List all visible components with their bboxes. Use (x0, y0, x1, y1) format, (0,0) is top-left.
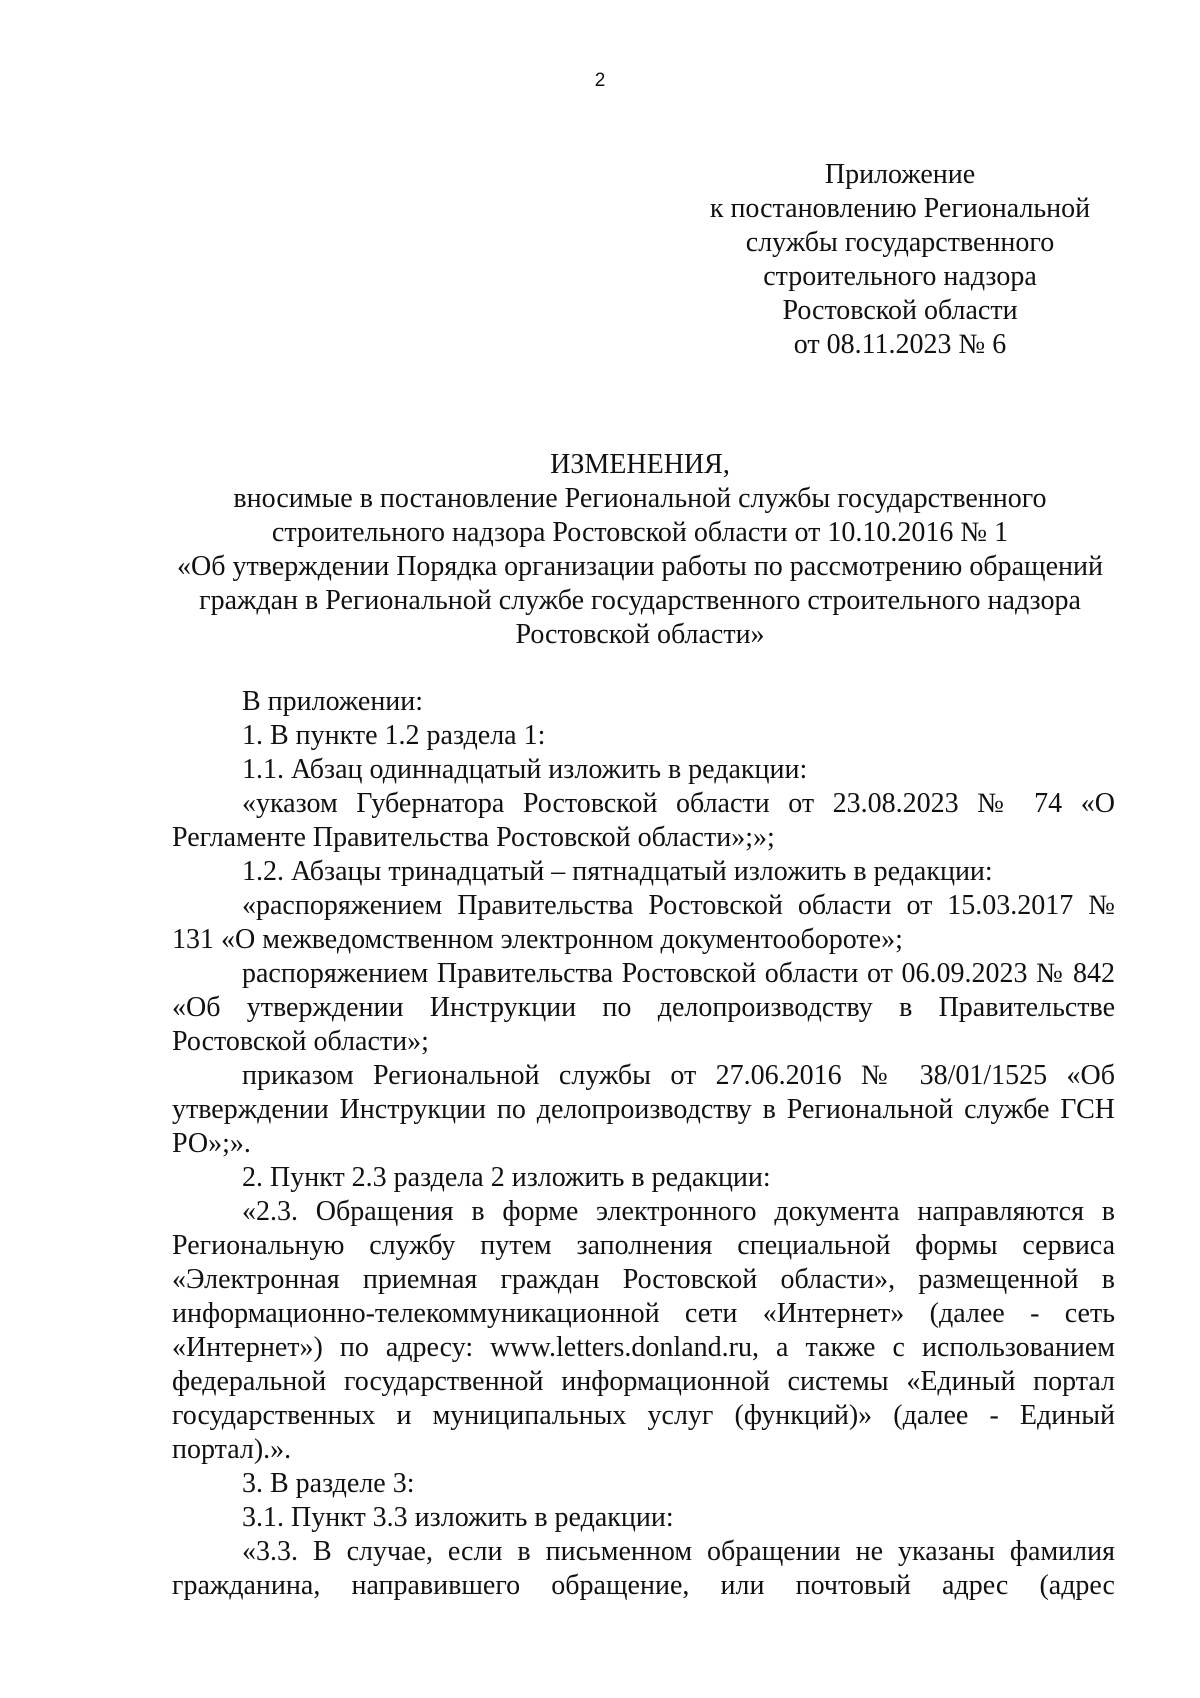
page-number: 2 (594, 70, 606, 91)
body-paragraph: 1.2. Абзацы тринадцатый – пятнадцатый изложить в редакции: (242, 856, 993, 887)
body-paragraph: 3. В разделе 3: (242, 1468, 415, 1499)
appendix-line: Приложение (824, 159, 976, 190)
appendix-header (690, 158, 1110, 362)
title-line: граждан в Региональной службе государственного строительного надзора (199, 585, 1081, 616)
body-paragraph: «распоряжением Правительства Ростовской области от 15.03.2017 № 131 «О межведомственном электронном документообороте»; (172, 890, 1115, 955)
body-paragraph: 1.1. Абзац одиннадцатый изложить в редакции: (242, 754, 808, 785)
document-title (160, 448, 1120, 652)
body-paragraph: распоряжением Правительства Ростовской области от 06.09.2023 № 842 «Об утверждении Инструкции по делопроизводству в Правительстве Ростовской области»; (172, 958, 1115, 1057)
body-paragraph: «3.3. В случае, если в письменном обращении не указаны фамилия гражданина, направившего обращение, или почтовый адрес (адрес (172, 1536, 1115, 1601)
body-paragraph: «2.3. Обращения в форме электронного документа направляются в Региональную службу путем заполнения специальной формы сервиса «Электронная приемная граждан Ростовской области», размещенной в информационно-телекоммуникационной сети «Интернет» (далее - сеть «Интернет») по адресу: www.letters.donland.ru, а также с использованием федеральной государственной информационной системы «Единый портал государственных и муниципальных услуг (функций)» (далее - Единый портал).». (172, 1196, 1115, 1465)
body-paragraph: 1. В пункте 1.2 раздела 1: (242, 720, 546, 751)
appendix-line: от 08.11.2023 № 6 (793, 329, 1007, 360)
title-heading: ИЗМЕНЕНИЯ, (550, 449, 730, 480)
body-paragraph: 3.1. Пункт 3.3 изложить в редакции: (242, 1502, 674, 1533)
body-paragraph: В приложении: (242, 686, 424, 717)
appendix-line: Ростовской области (782, 295, 1018, 326)
title-line: вносимые в постановление Региональной службы государственного (233, 483, 1047, 514)
appendix-line: службы государственного (745, 227, 1055, 258)
title-line: «Об утверждении Порядка организации работы по рассмотрению обращений (177, 551, 1103, 582)
title-line: строительного надзора Ростовской области от 10.10.2016 № 1 (271, 517, 1009, 548)
document-body (172, 685, 1115, 1603)
appendix-line: строительного надзора (763, 261, 1037, 292)
body-paragraph: «указом Губернатора Ростовской области от 23.08.2023 № 74 «О Регламенте Правительства Ростовской области»;»; (172, 788, 1115, 853)
body-paragraph: приказом Региональной службы от 27.06.2016 № 38/01/1525 «Об утверждении Инструкции по делопроизводству в Региональной службе ГСН РО»;». (172, 1060, 1115, 1159)
body-paragraph: 2. Пункт 2.3 раздела 2 изложить в редакции: (242, 1162, 771, 1193)
title-line: Ростовской области» (515, 619, 765, 650)
appendix-line: к постановлению Региональной (709, 193, 1091, 224)
